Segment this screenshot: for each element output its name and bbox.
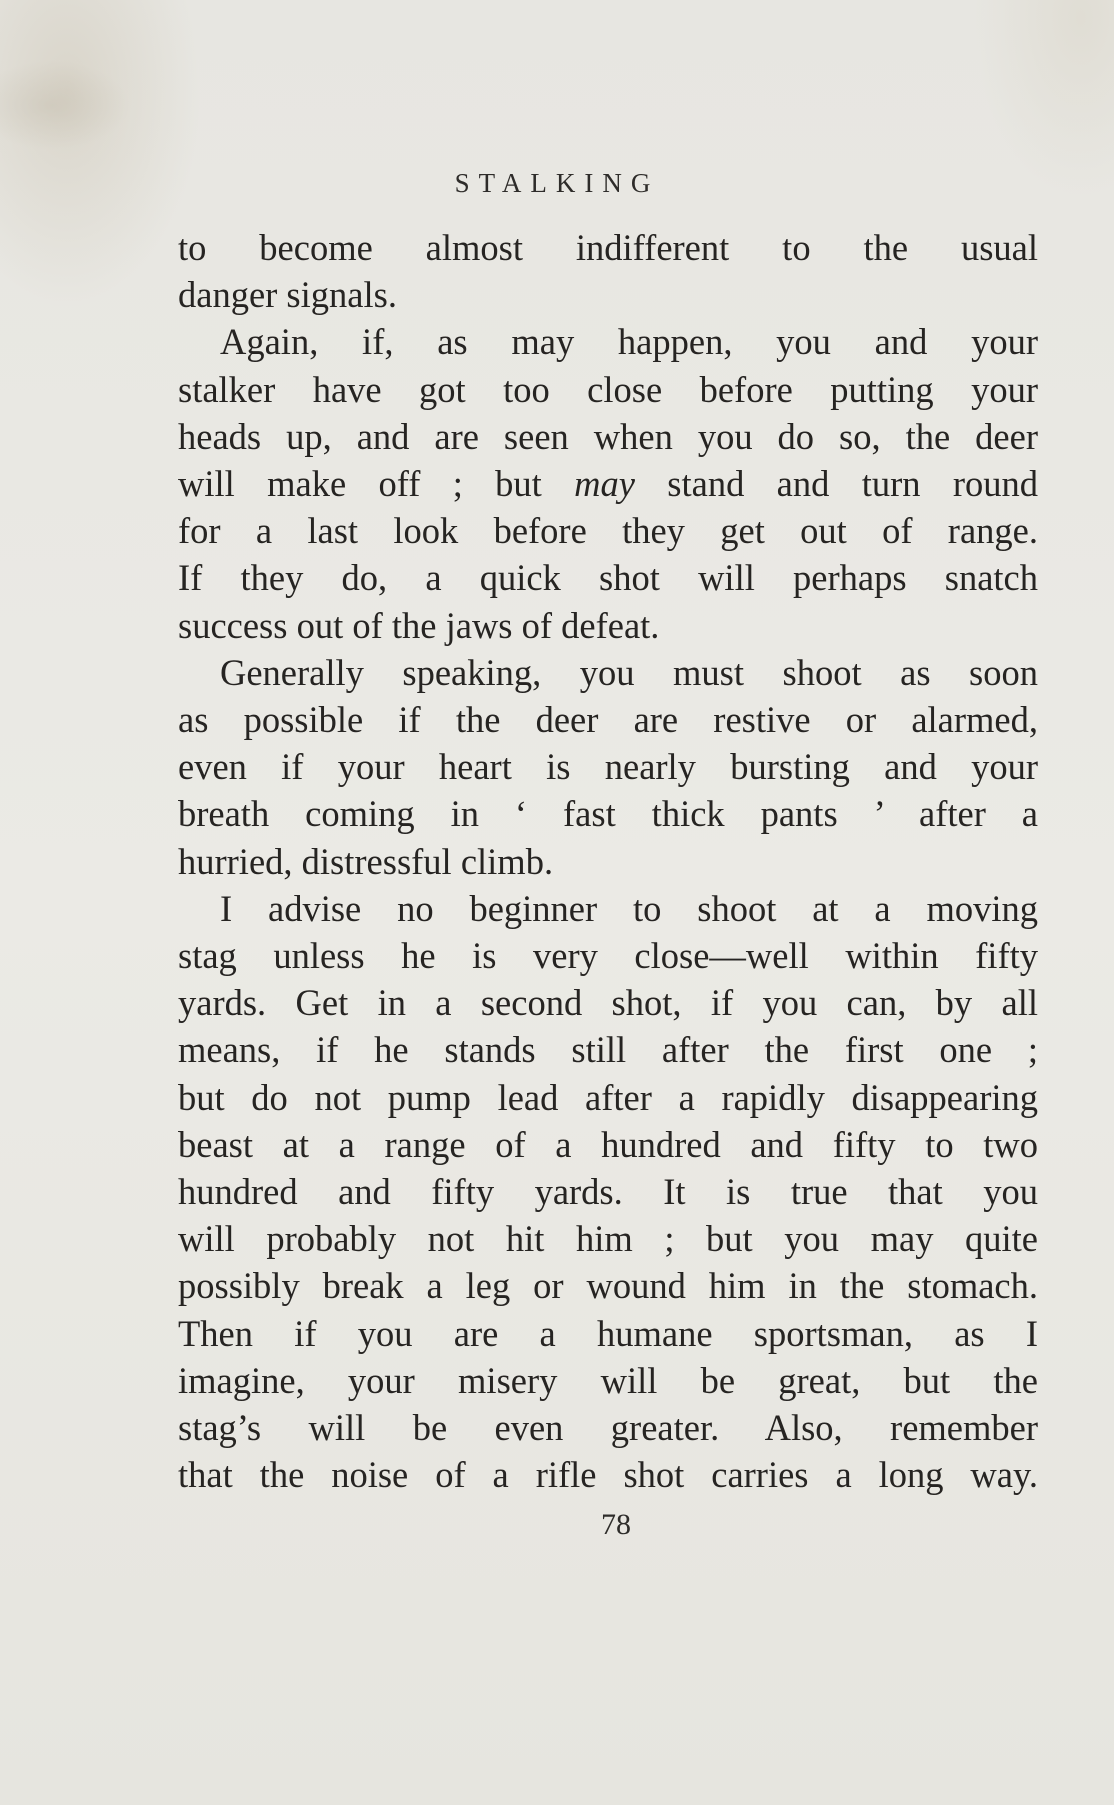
text-line: breath coming in ‘ fast thick pants ’ after a xyxy=(178,793,1038,835)
text-line: even if your heart is nearly bursting and your xyxy=(178,746,1038,788)
page-stain xyxy=(0,60,130,150)
text-line: stalker have got too close before putting your xyxy=(178,368,1038,410)
text-line: means, if he stands still after the first one ; xyxy=(178,1029,1038,1071)
text-line: I advise no beginner to shoot at a moving xyxy=(220,887,1038,929)
text-line: hundred and fifty yards. It is true that you xyxy=(178,1171,1038,1213)
page-number: 78 xyxy=(601,1508,631,1541)
text-line: success out of the jaws of defeat. xyxy=(178,604,660,646)
text-line: Again, if, as may happen, you and your xyxy=(220,321,1038,363)
text-line: possibly break a leg or wound him in the stomach. xyxy=(178,1265,1038,1307)
text-line: yards. Get in a second shot, if you can, by all xyxy=(178,982,1038,1024)
text-line: imagine, your misery will be great, but the xyxy=(178,1359,1038,1401)
text-line: Generally speaking, you must shoot as soon xyxy=(220,651,1038,693)
paragraph xyxy=(178,224,1038,1498)
text-line: danger signals. xyxy=(178,274,397,316)
text-line: beast at a range of a hundred and fifty to two xyxy=(178,1123,1038,1165)
italic-word: may xyxy=(574,463,635,505)
text-line: will make off ; but may stand and turn round xyxy=(178,463,1038,505)
text-line: but do not pump lead after a rapidly disappearing xyxy=(178,1076,1038,1118)
text-line: for a last look before they get out of range. xyxy=(178,510,1038,552)
text-line: stag unless he is very close—well within fifty xyxy=(178,935,1038,977)
text-line: Then if you are a humane sportsman, as I xyxy=(178,1312,1038,1354)
text-line: will probably not hit him ; but you may quite xyxy=(178,1218,1038,1260)
text-line: heads up, and are seen when you do so, the deer xyxy=(178,415,1038,457)
text-line: stag’s will be even greater. Also, remember xyxy=(178,1407,1038,1449)
text-line: that the noise of a rifle shot carries a long way. xyxy=(178,1454,1038,1496)
text-line: as possible if the deer are restive or alarmed, xyxy=(178,699,1038,741)
text-line: hurried, distressful climb. xyxy=(178,840,554,882)
text-line: If they do, a quick shot will perhaps snatch xyxy=(178,557,1038,599)
running-head: STALKING xyxy=(454,168,660,198)
text-line: to become almost indifferent to the usual xyxy=(178,227,1038,268)
body-text xyxy=(178,224,1038,1498)
